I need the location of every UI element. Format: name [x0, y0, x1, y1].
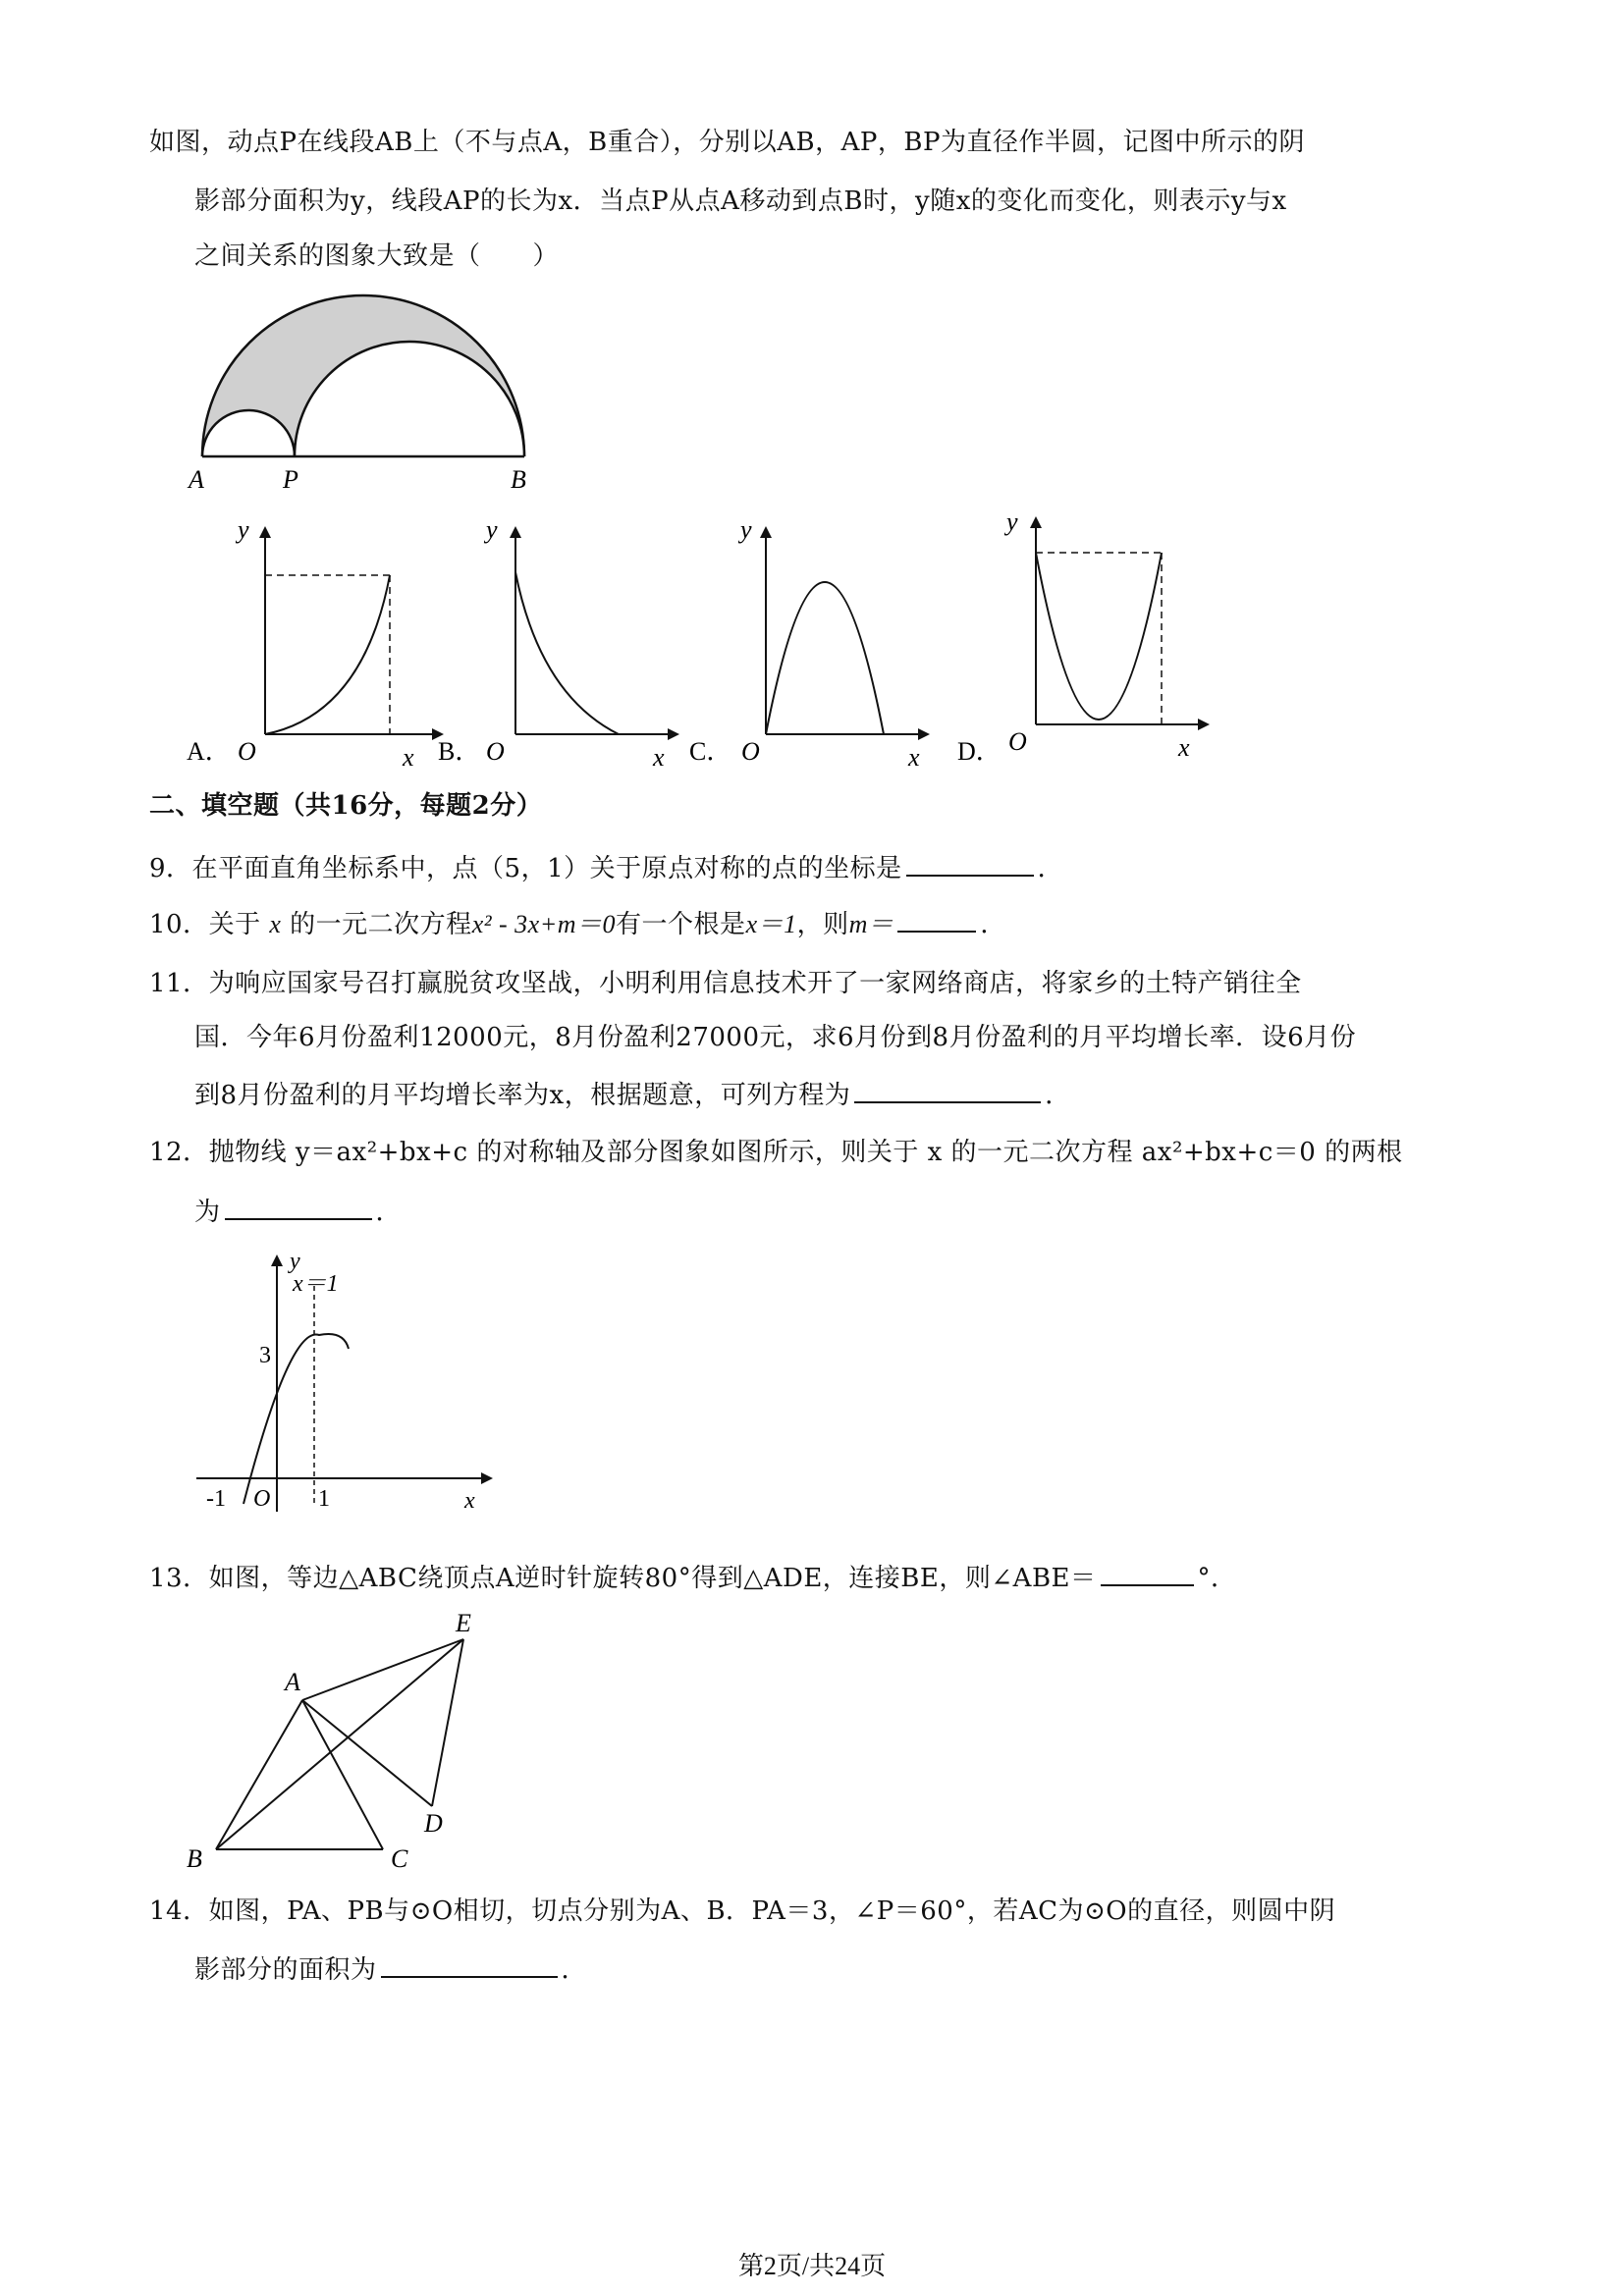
svg-text:x: x: [908, 743, 920, 772]
q8-line-3: 之间关系的图象大致是（ ）: [194, 241, 560, 271]
q12-neg1-label: -1: [206, 1486, 226, 1512]
q12-line-2: 为 ．: [194, 1193, 402, 1229]
svg-text:y: y: [238, 515, 249, 544]
svg-text:x: x: [403, 743, 414, 772]
q8-option-graphs: [187, 499, 1227, 774]
svg-text:y: y: [740, 515, 752, 544]
label-C: C: [391, 1844, 408, 1873]
q14-line-2: 影部分的面积为 ．: [194, 1950, 587, 1987]
q8-line-1: 如图，动点P在线段AB上（不与点A，B重合），分别以AB，AP，BP为直径作半圆，记图中所示的阴: [149, 128, 1306, 157]
option-a-graph[interactable]: [187, 515, 444, 772]
label-B: B: [511, 465, 526, 494]
q13-answer-blank[interactable]: [1101, 1559, 1194, 1586]
q12-line-1: 12．抛物线 y＝ax²+bx+c 的对称轴及部分图象如图所示，则关于 x 的一元二次方程 ax²+bx+c＝0 的两根: [149, 1138, 1403, 1167]
q13-triangle-figure: [187, 1610, 501, 1875]
q11-line-1: 11．为响应国家号召打赢脱贫攻坚战，小明利用信息技术开了一家网络商店，将家乡的土特产销往全: [149, 969, 1302, 998]
label-A: A: [285, 1668, 300, 1696]
label-B: B: [187, 1844, 202, 1873]
q11-line-3: 到8月份盈利的月平均增长率为x，根据题意，可列方程为 ．: [194, 1076, 1071, 1112]
label-P: P: [283, 465, 298, 494]
option-d-graph[interactable]: [957, 507, 1210, 766]
q13-text: 13．如图，等边△ABC绕顶点A逆时针旋转80°得到△ADE，连接BE，则∠ABE＝ °．: [149, 1559, 1237, 1595]
q12-answer-blank[interactable]: [225, 1193, 372, 1220]
label-A: A: [189, 465, 204, 494]
q12-axis-label: x＝1: [293, 1271, 339, 1297]
q8-semicircle-figure: [187, 290, 550, 501]
q12-origin-label: O: [253, 1486, 271, 1512]
q12-parabola-figure: [187, 1247, 501, 1517]
section-2-heading: 二、填空题（共16分，每题2分）: [149, 791, 543, 821]
q12-y-label: y: [290, 1249, 300, 1274]
q14-answer-blank[interactable]: [381, 1950, 558, 1978]
q12-x-label: x: [464, 1488, 475, 1514]
q10-text: 10．关于 x 的一元二次方程x² - 3x+m＝0有一个根是x＝1，则m＝ ．: [149, 905, 1006, 941]
q8-line-2: 影部分面积为y，线段AP的长为x．当点P从点A移动到点B时，y随x的变化而变化，则表示y与x: [194, 187, 1287, 216]
option-c-label: C．: [689, 737, 732, 766]
svg-text:O: O: [1008, 727, 1027, 756]
q12-intercept-label: 3: [259, 1343, 271, 1368]
svg-text:O: O: [741, 737, 760, 766]
svg-text:O: O: [238, 737, 256, 766]
q12-one-label: 1: [318, 1486, 330, 1512]
svg-text:x: x: [1178, 733, 1190, 762]
q10-answer-blank[interactable]: [897, 905, 976, 933]
option-c-graph[interactable]: [689, 515, 930, 772]
option-a-label: A．: [187, 737, 231, 766]
page-number: 第2页/共24页: [737, 2252, 887, 2280]
option-b-graph[interactable]: [438, 515, 679, 772]
q9-answer-blank[interactable]: [906, 849, 1034, 877]
option-b-label: B．: [438, 737, 481, 766]
q14-line-1: 14．如图，PA、PB与⊙O相切，切点分别为A、B．PA＝3，∠P＝60°，若AC为⊙O的直径，则圆中阴: [149, 1896, 1336, 1926]
option-d-label: D．: [957, 737, 1001, 766]
svg-text:x: x: [653, 743, 665, 772]
label-E: E: [456, 1610, 471, 1637]
svg-text:O: O: [486, 737, 505, 766]
svg-text:y: y: [1006, 507, 1018, 536]
q9-text: 9．在平面直角坐标系中，点（5，1）关于原点对称的点的坐标是 ．: [149, 849, 1063, 885]
svg-text:y: y: [486, 515, 498, 544]
q11-line-2: 国．今年6月份盈利12000元，8月份盈利27000元，求6月份到8月份盈利的月平均增长率．设6月份: [194, 1023, 1357, 1052]
q11-answer-blank[interactable]: [854, 1076, 1041, 1103]
label-D: D: [424, 1809, 443, 1838]
